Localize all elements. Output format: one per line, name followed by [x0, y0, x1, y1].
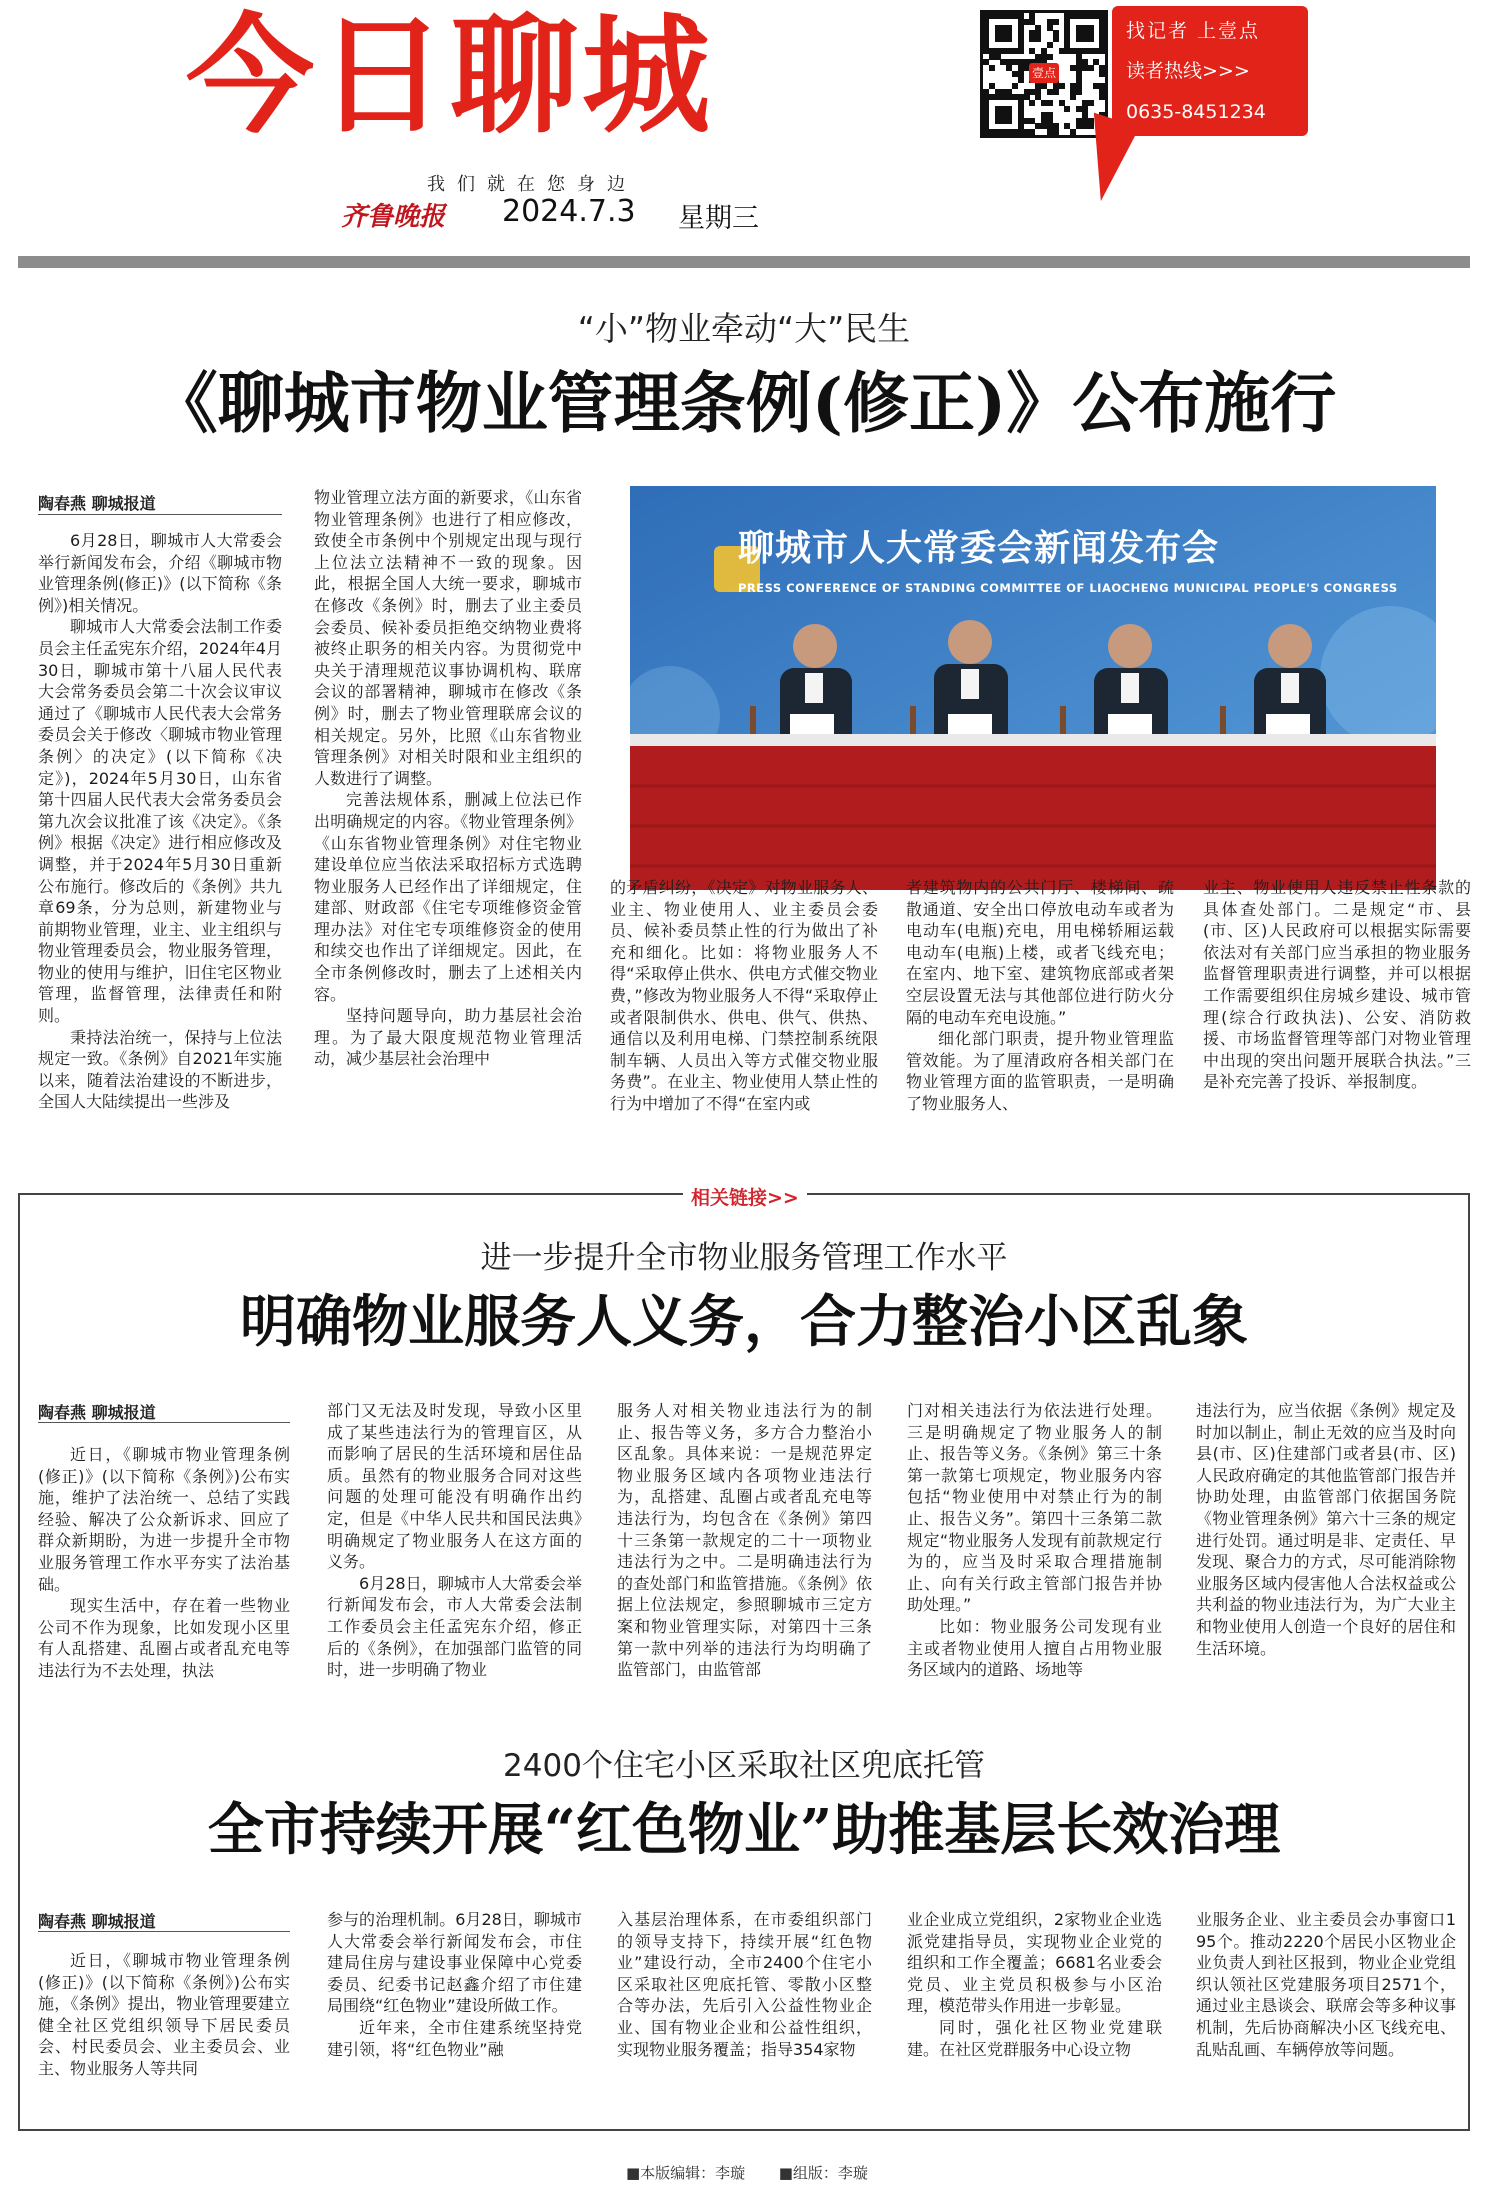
press-conference-photo	[630, 486, 1436, 890]
contact-line-2: 读者热线>>>	[1126, 60, 1250, 82]
paragraph: 业主、物业使用人违反禁止性条款的具体查处部门。二是规定“市、县(市、区)人民政府可以根据实际需要依法对有关部门应当承担的物业服务监督管理职责进行调整，并可以根据工作需要组织住房城乡建设、城市管理(综合行政执法)、公安、消防救援、市场监督管理等部门对物业管理中出现的突出问题开展联合执法。”三是补充完善了投诉、举报制度。	[1203, 878, 1471, 1092]
paragraph: 聊城市人大常委会法制工作委员会主任孟宪东介绍，2024年4月30日，聊城市第十八届人民代表大会常务委员会第二十次会议审议通过了《聊城市人民代表大会常务委员会关于修改〈聊城市物业管理条例〉的决定》(以下简称《决定》)，2024年5月30日，山东省第十四届人民代表大会常务委员会第九次会议批准了该《决定》。《条例》根据《决定》进行相应修改及调整，并于2024年5月30日重新公布施行。修改后的《条例》共九章69条，分为总则，新建物业与前期物业管理，业主、业主组织与物业管理委员会，物业服务管理，物业的使用与维护，旧住宅区物业管理，监督管理，法律责任和附则。	[38, 617, 282, 1026]
paragraph: 同时，强化社区物业党建联建。在社区党群服务中心设立物	[907, 2017, 1162, 2059]
photo-banner-english: PRESS CONFERENCE OF STANDING COMMITTEE OF LIAOCHENG MUNICIPAL PEOPLE'S CONGRESS	[738, 581, 1398, 595]
paragraph: 6月28日，聊城市人大常委会举行新闻发布会，市人大常委会法制工作委员会主任孟宪东介绍，修正后的《条例》，在加强部门监管的同时，进一步明确了物业	[327, 1573, 582, 1680]
page-footer	[626, 2162, 868, 2183]
story1-byline: 陶春燕 聊城报道	[38, 1403, 156, 1422]
story1-headline: 明确物业服务人义务，合力整治小区乱象	[240, 1289, 1248, 1355]
story1-column-1	[38, 1444, 290, 1707]
paragraph: 业企业成立党组织，2家物业企业选派党建指导员，实现物业企业党的组织和工作全覆盖；6681名业委会党员、业主党员积极参与小区治理，模范带头作用进一步彰显。	[907, 1910, 1162, 2016]
story2-byline: 陶春燕 聊城报道	[38, 1912, 156, 1931]
lead-column-2	[314, 487, 582, 1158]
qr-code-icon	[980, 10, 1108, 138]
lead-byline: 陶春燕 聊城报道	[38, 494, 156, 513]
issue-date: 2024.7.3	[502, 194, 636, 229]
paragraph: 6月28日，聊城市人大常委会举行新闻发布会，介绍《聊城市物业管理条例(修正)》(以下简称《条例》)相关情况。	[38, 531, 282, 615]
story1-kicker: 进一步提升全市物业服务管理工作水平	[480, 1240, 1008, 1276]
lead-headline: 《聊城市物业管理条例(修正)》公布施行	[151, 364, 1337, 442]
masthead-title: 今日聊城	[186, 2, 715, 151]
story1-column-3	[617, 1400, 872, 1707]
paragraph: 坚持问题导向，助力基层社会治理。为了最大限度规范物业管理活动，减少基层社会治理中	[314, 1006, 582, 1069]
related-links-label: 相关链接>>	[683, 1183, 807, 1210]
masthead-slogan: 我们就在您身边	[427, 174, 637, 195]
paragraph: 物业管理立法方面的新要求，《山东省物业管理条例》也进行了相应修改，致使全市条例中个别规定出现与现行上位法立法精神不一致的现象。因此，根据全国人大统一要求，聊城市在修改《条例》时，删去了业主委员会委员、候补委员拒绝交纳物业费将被终止职务的相关内容。为贯彻党中央关于清理规范议事协调机构、联席会议的部署精神，聊城市在修改《条例》时，删去了物业管理联席会议的相关规定。另外，比照《山东省物业管理条例》对相关时限和业主组织的人数进行了调整。	[314, 488, 582, 788]
lead-column-5	[1203, 877, 1471, 1158]
paragraph: 完善法规体系，删减上位法已作出明确规定的内容。《物业管理条例》《山东省物业管理条例》对住宅物业建设单位应当依法采取招标方式选聘物业服务人已经作出了详细规定，住建部、财政部《住宅专项维修资金管理办法》对住宅专项维修资金的使用和续交也作出了详细规定。因此，在全市条例修改时，删去了上述相关内容。	[314, 790, 582, 1004]
paragraph: 近日，《聊城市物业管理条例(修正)》(以下简称《条例》)公布实施，《条例》提出，物业管理要建立健全社区党组织领导下居民委员会、村民委员会、业主委员会、业主、物业服务人等共同	[38, 1951, 290, 2078]
paragraph: 的矛盾纠纷，《决定》对物业服务人、业主、物业使用人、业主委员会委员、候补委员禁止性的行为做出了补充和细化。比如：将物业服务人不得“采取停止供水、供电方式催交物业费，”修改为物业服务人不得“采取停止或者限制供水、供电、供气、供热、通信以及利用电梯、门禁控制系统限制车辆、人员出入等方式催交物业服务费”。在业主、物业使用人禁止性的行为中增加了不得“在室内或	[610, 878, 878, 1113]
story2-column-4	[907, 1909, 1162, 2120]
paragraph: 业服务企业、业主委员会办事窗口195个。推动2220个居民小区物业企业负责人到社区报到，物业企业党组织认领社区党建服务项目2571个，通过业主恳谈会、联席会等多种议事机制，先后协商解决小区飞线充电、乱贴乱画、车辆停放等问题。	[1196, 1910, 1456, 2059]
paragraph: 比如：物业服务公司发现有业主或者物业使用人擅自占用物业服务区域内的道路、场地等	[907, 1616, 1162, 1680]
story2-column-5	[1196, 1909, 1456, 2120]
paragraph: 近年来，全市住建系统坚持党建引领，将“红色物业”融	[327, 2017, 582, 2059]
paragraph: 现实生活中，存在着一些物业公司不作为现象，比如发现小区里有人乱搭建、乱圈占或者乱充电等违法行为不去处理，执法	[38, 1596, 290, 1680]
story1-column-5	[1196, 1400, 1456, 1707]
paragraph: 近日，《聊城市物业管理条例(修正)》(以下简称《条例》)公布实施，维护了法治统一、总结了实践经验、解决了公众新诉求、回应了群众新期盼，为进一步提升全市物业服务管理工作水平夯实了法治基础。	[38, 1445, 290, 1594]
masthead-divider	[18, 256, 1470, 268]
contact-line-1: 找记者 上壹点	[1126, 20, 1261, 42]
story2-kicker: 2400个住宅小区采取社区兜底托管	[503, 1748, 985, 1784]
lead-column-3	[610, 877, 878, 1158]
paragraph: 入基层治理体系，在市委组织部门的领导支持下，持续开展“红色物业”建设行动，全市2400个住宅小区采取社区兜底托管、零散小区整合等办法，先后引入公益性物业企业、国有物业企业和公益性组织，实现物业服务覆盖；指导354家物	[617, 1910, 872, 2059]
photo-banner-chinese: 聊城市人大常委会新闻发布会	[738, 528, 1220, 569]
contact-bubble	[1112, 6, 1308, 136]
contact-phone: 0635-8451234	[1126, 101, 1266, 123]
issue-weekday: 星期三	[678, 203, 759, 234]
footer-editor: ■本版编辑：李璇	[626, 2164, 746, 2182]
paragraph: 部门又无法及时发现，导致小区里成了某些违法行为的管理盲区，从而影响了居民的生活环境和居住品质。虽然有的物业服务合同对这些问题的处理可能没有明确作出约定，但是《中华人民共和国民法典》明确规定了物业服务人在这方面的义务。	[327, 1401, 582, 1572]
newspaper-brand: 齐鲁晚报	[341, 202, 446, 232]
byline-rule	[38, 514, 282, 515]
paragraph: 参与的治理机制。6月28日，聊城市人大常委会举行新闻发布会，市住建局住房与建设事业保障中心党委委员、纪委书记赵鑫介绍了市住建局围绕“红色物业”建设所做工作。	[327, 1910, 582, 2016]
story2-column-2	[327, 1909, 582, 2120]
paragraph: 秉持法治统一，保持与上位法规定一致。《条例》自2021年实施以来，随着法治建设的不断进步，全国人大陆续提出一些涉及	[38, 1027, 282, 1112]
paragraph: 者建筑物内的公共门厅、楼梯间、疏散通道、安全出口停放电动车或者为电动车(电瓶)充电，用电梯轿厢运载电动车(电瓶)上楼，或者飞线充电；在室内、地下室、建筑物底部或者架空层设置无法与其他部位进行防火分隔的电动车充电设施。”	[906, 878, 1174, 1027]
story1-column-2	[327, 1400, 582, 1707]
paragraph: 违法行为，应当依据《条例》规定及时加以制止，制止无效的应当及时向县(市、区)住建部门或者县(市、区)人民政府确定的其他监管部门报告并协助处理，由监管部门依据国务院《物业管理条例》第六十三条的规定进行处罚。通过明是非、定责任、早发现、聚合力的方式，尽可能消除物业服务区域内侵害他人合法权益或公共利益的物业违法行为，为广大业主和物业使用人创造一个良好的居住和生活环境。	[1196, 1401, 1456, 1658]
footer-layout: ■组版：李璇	[778, 2164, 868, 2182]
byline-rule	[38, 1422, 290, 1423]
story2-column-3	[617, 1909, 872, 2120]
paragraph: 门对相关违法行为依法进行处理。三是明确规定了物业服务人的制止、报告等义务。《条例》第三十条第一款第七项规定，物业服务内容包括“物业使用中对禁止行为的制止、报告义务”。第四十三条第二款规定“物业服务人发现有前款规定行为的，应当及时采取合理措施制止、向有关行政主管部门报告并协助处理。”	[907, 1401, 1162, 1615]
story2-column-1	[38, 1950, 290, 2120]
lead-column-1	[38, 530, 282, 1158]
paragraph: 细化部门职责，提升物业管理监管效能。为了厘清政府各相关部门在物业管理方面的监管职责，一是明确了物业服务人、	[906, 1029, 1174, 1113]
qr-label: 壹点	[1029, 63, 1059, 83]
story2-headline: 全市持续开展“红色物业”助推基层长效治理	[207, 1797, 1281, 1863]
paragraph: 服务人对相关物业违法行为的制止、报告等义务，多方合力整治小区乱象。具体来说：一是规范界定物业服务区域内各项物业违法行为，乱搭建、乱圈占或者乱充电等违法行为，均包含在《条例》第四十三条第一款规定的二十一项物业违法行为之中。二是明确违法行为的查处部门和监管措施。《条例》依据上位法规定，参照聊城市三定方案和物业管理实际，对第四十三条第一款中列举的违法行为均明确了监管部门，由监管部	[617, 1401, 872, 1680]
story1-column-4	[907, 1400, 1162, 1707]
lead-kicker: “小”物业牵动“大”民生	[577, 309, 911, 348]
byline-rule	[38, 1931, 290, 1932]
lead-column-4	[906, 877, 1174, 1158]
